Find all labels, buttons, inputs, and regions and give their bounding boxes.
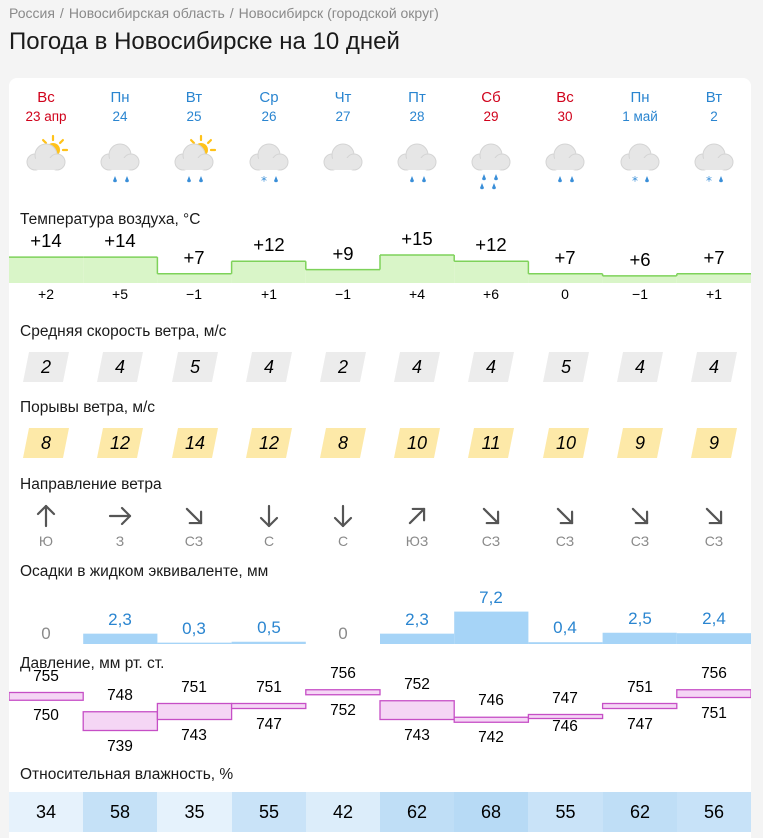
wind-speed-value: 4	[485, 357, 496, 377]
precip-value: 0	[338, 624, 348, 643]
temp-min-value: 0	[561, 286, 569, 302]
temp-max-value: +14	[30, 230, 62, 252]
wind-gust-value: 8	[337, 433, 348, 453]
pressure-min-value: 742	[478, 729, 504, 747]
wind-speed-value: 4	[708, 357, 719, 377]
day-date[interactable]: 27	[335, 109, 351, 124]
precipitation-label: Осадки в жидком эквиваленте, мм	[20, 563, 269, 580]
breadcrumb-link-city[interactable]: Новосибирск (городской округ)	[238, 5, 439, 21]
wind-gust-value: 8	[40, 433, 51, 453]
temp-max-value: +7	[183, 246, 205, 268]
day-name[interactable]: Вс	[37, 89, 55, 106]
pressure-bar	[380, 701, 454, 720]
pressure-min-value: 750	[33, 707, 59, 725]
wind-direction-value: СЗ	[184, 533, 204, 549]
day-name[interactable]: Пн	[110, 89, 130, 106]
temp-min-value: +1	[706, 286, 722, 302]
wind-speed-value: 4	[411, 357, 422, 377]
breadcrumb	[9, 5, 439, 21]
forecast-card	[9, 78, 751, 838]
temp-max-value: +7	[554, 246, 576, 268]
wind-gust-value: 9	[634, 433, 645, 453]
wind-direction-value: СЗ	[555, 533, 575, 549]
wind-gust-value: 9	[708, 433, 719, 453]
page-title: Погода в Новосибирске на 10 дней	[9, 28, 400, 55]
wind-direction-value: Ю	[38, 533, 54, 549]
wind-direction-value: З	[115, 533, 125, 549]
pressure-max-value: 751	[627, 678, 653, 696]
pressure-bar	[306, 690, 380, 695]
day-name[interactable]: Сб	[481, 89, 501, 106]
wind-direction-value: С	[337, 533, 349, 549]
wind-gust-value: 14	[184, 433, 206, 453]
temp-min-value: +6	[483, 286, 499, 302]
pressure-bar	[454, 717, 528, 722]
pressure-min-value: 747	[627, 715, 653, 733]
breadcrumb-separator: /	[229, 5, 234, 21]
precip-value: 0,3	[182, 618, 206, 638]
pressure-max-value: 755	[33, 667, 59, 685]
wind-gust-value: 12	[258, 433, 280, 453]
svg-text:*: *	[261, 174, 267, 188]
wind-direction-value: СЗ	[481, 533, 501, 549]
humidity-value: 55	[232, 792, 306, 832]
pressure-max-value: 746	[478, 692, 504, 710]
wind-direction-value: СЗ	[630, 533, 650, 549]
precip-value: 2,3	[405, 609, 429, 629]
wind-gust-value: 12	[109, 433, 131, 453]
day-name[interactable]: Вс	[556, 89, 574, 106]
pressure-max-value: 756	[701, 664, 727, 682]
wind-gusts-label: Порывы ветра, м/с	[20, 399, 156, 416]
humidity-value: 56	[677, 792, 751, 832]
wind-speed-value: 5	[560, 357, 571, 377]
pressure-bar	[9, 693, 83, 701]
precip-value: 2,4	[702, 609, 726, 629]
day-date[interactable]: 24	[112, 109, 128, 124]
humidity-label: Относительная влажность, %	[20, 766, 234, 783]
wind-speed-value: 5	[189, 357, 200, 377]
day-name[interactable]: Пн	[630, 89, 650, 106]
wind-gust-value: 11	[481, 433, 501, 453]
temp-min-value: −1	[186, 286, 202, 302]
humidity-value: 58	[83, 792, 157, 832]
day-name[interactable]: Вт	[185, 89, 203, 106]
pressure-max-value: 756	[330, 664, 356, 682]
breadcrumb-link-country[interactable]: Россия	[9, 5, 55, 21]
humidity-value: 68	[454, 792, 528, 832]
pressure-bar	[603, 704, 677, 709]
pressure-max-value: 747	[552, 689, 578, 707]
humidity-value: 34	[9, 792, 83, 832]
temp-max-value: +7	[703, 246, 725, 268]
temp-min-value: −1	[335, 286, 351, 302]
pressure-bar	[677, 690, 751, 698]
humidity-value: 62	[380, 792, 454, 832]
wind-direction-value: ЮЗ	[405, 533, 429, 549]
wind-speed-value: 2	[40, 357, 51, 377]
precip-value: 0,5	[257, 617, 281, 637]
temperature-label: Температура воздуха, °C	[20, 211, 201, 228]
day-name[interactable]: Чт	[334, 89, 352, 106]
pressure-max-value: 748	[107, 686, 133, 704]
pressure-min-value: 746	[552, 718, 578, 736]
temp-min-value: +2	[38, 286, 54, 302]
precip-value: 0	[41, 624, 51, 643]
humidity-value: 55	[528, 792, 603, 832]
precip-value: 0,4	[553, 618, 577, 638]
wind-direction-value: СЗ	[704, 533, 724, 549]
day-name[interactable]: Пт	[408, 89, 426, 106]
precip-value: 2,3	[108, 609, 132, 629]
wind-speed-value: 2	[337, 357, 348, 377]
day-date[interactable]: 23 апр	[25, 109, 67, 124]
wind-speed-value: 4	[263, 357, 274, 377]
temp-min-value: +4	[409, 286, 425, 302]
pressure-min-value: 752	[330, 701, 356, 719]
wind-gust-value: 10	[555, 433, 577, 453]
pressure-label: Давление, мм рт. ст.	[20, 655, 165, 672]
wind-gust-value: 10	[406, 433, 428, 453]
pressure-max-value: 751	[181, 678, 207, 696]
svg-text:*: *	[706, 174, 712, 188]
pressure-min-value: 743	[181, 726, 207, 744]
temp-max-value: +12	[475, 234, 507, 256]
pressure-bar	[232, 704, 306, 709]
wind-speed-value: 4	[114, 357, 125, 377]
temp-max-value: +12	[253, 234, 285, 256]
pressure-chart	[9, 78, 751, 758]
wind-speed-label: Средняя скорость ветра, м/с	[20, 323, 227, 340]
temp-max-value: +15	[401, 228, 433, 249]
day-name[interactable]: Вт	[705, 89, 723, 106]
day-date[interactable]: 25	[186, 109, 202, 124]
pressure-min-value: 739	[107, 737, 133, 755]
temp-min-value: −1	[632, 286, 648, 302]
day-date[interactable]: 26	[261, 109, 277, 124]
temp-max-value: +6	[629, 248, 651, 270]
precip-value: 2,5	[628, 608, 652, 628]
pressure-max-value: 751	[256, 678, 282, 696]
day-date[interactable]: 30	[557, 109, 573, 124]
pressure-min-value: 747	[256, 715, 282, 733]
pressure-min-value: 743	[404, 726, 430, 744]
breadcrumb-link-region[interactable]: Новосибирская область	[68, 5, 225, 21]
day-date[interactable]: 29	[483, 109, 499, 124]
day-date[interactable]: 28	[409, 109, 425, 124]
temp-min-value: +5	[112, 286, 128, 302]
svg-text:*: *	[632, 174, 638, 188]
temp-max-value: +9	[332, 242, 354, 264]
wind-speed-value: 4	[634, 357, 645, 377]
wind-direction-value: С	[263, 533, 275, 549]
pressure-bar	[83, 712, 157, 731]
humidity-value: 35	[157, 792, 232, 832]
wind-direction-label: Направление ветра	[20, 476, 162, 493]
humidity-value: 42	[306, 792, 380, 832]
pressure-min-value: 751	[701, 704, 727, 722]
breadcrumb-separator: /	[59, 5, 64, 21]
temp-max-value: +14	[104, 230, 136, 252]
precip-value: 7,2	[479, 587, 503, 607]
day-date[interactable]: 2	[710, 109, 718, 124]
temp-min-value: +1	[261, 286, 277, 302]
day-name[interactable]: Ср	[259, 89, 279, 106]
pressure-max-value: 752	[404, 675, 430, 693]
day-date[interactable]: 1 май	[622, 109, 658, 124]
humidity-value: 62	[603, 792, 677, 832]
pressure-bar	[157, 704, 231, 720]
